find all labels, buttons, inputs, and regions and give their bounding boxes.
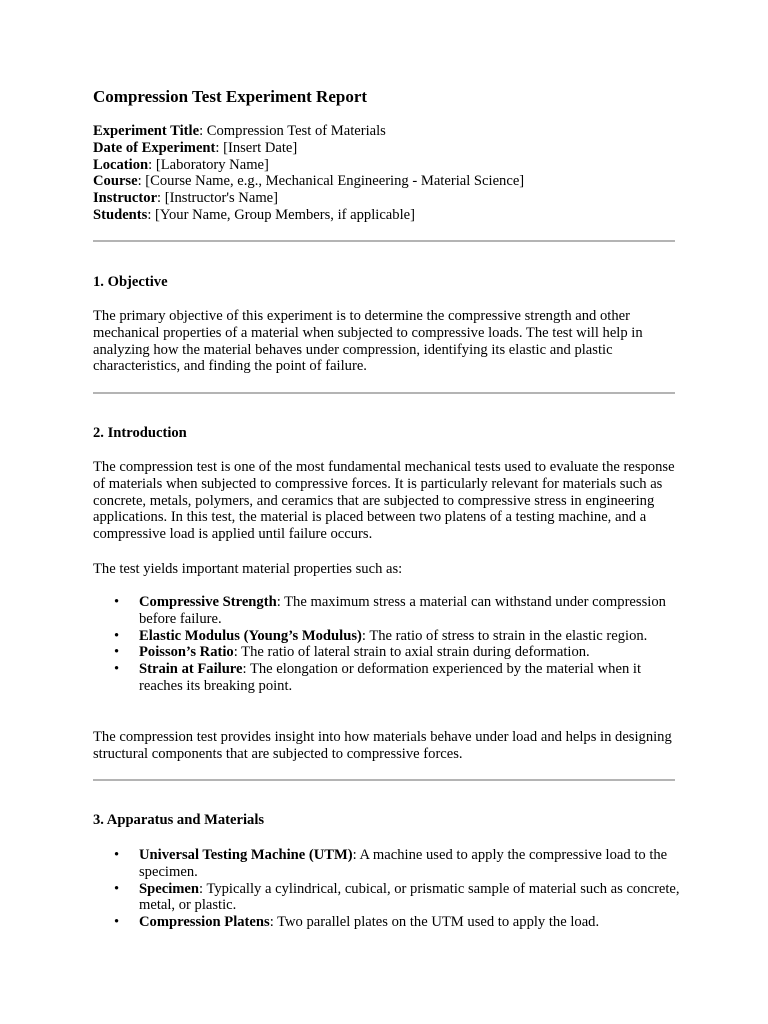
list-item-description: : The elongation or deformation experienced by the material when it reaches its breaking point.: [139, 661, 642, 694]
detail-value: : [Insert Date]: [215, 139, 298, 156]
properties-intro-paragraph: The test yields important material properties such as:: [93, 561, 403, 577]
detail-label: Location: [93, 156, 149, 173]
detail-value: : [Instructor's Name]: [157, 190, 279, 207]
detail-label: Date of Experiment: [93, 139, 216, 156]
list-item: [93, 881, 683, 915]
list-item-term: Poisson’s Ratio: [139, 644, 234, 661]
list-item-description: : The ratio of stress to strain in the elastic region.: [361, 627, 648, 644]
section-heading-apparatus: 3. Apparatus and Materials: [93, 812, 265, 828]
list-item-term: Elastic Modulus (Young’s Modulus): [139, 627, 362, 644]
introduction-paragraph: The compression test is one of the most fundamental mechanical tests used to evaluate the response of materials when subjected to compressive forces. It is particularly relevant for materials such as concrete, metals, polymers, and ceramics that are subjected to compressive stress in engineering applications. In this test, the material is placed between two platens of a testing machine, and a compressive load is applied until failure occurs.: [93, 459, 675, 543]
bullet-icon: •: [114, 594, 120, 610]
bullet-icon: •: [114, 880, 120, 897]
detail-label: Students: [93, 206, 148, 223]
list-item-description: : Typically a cylindrical, cubical, or prismatic sample of material such as concrete, metal, or plastic.: [139, 880, 680, 914]
bullet-icon: •: [114, 914, 120, 931]
detail-students: [93, 207, 693, 224]
section-heading-objective: 1. Objective: [93, 274, 168, 290]
detail-label: Instructor: [93, 190, 158, 207]
bullet-icon: •: [114, 661, 120, 678]
document-title: Compression Test Experiment Report: [93, 87, 368, 106]
detail-value: : [Your Name, Group Members, if applicable]: [147, 206, 415, 223]
detail-experiment-title: [93, 123, 693, 140]
list-item: [93, 644, 683, 661]
detail-location: [93, 157, 693, 174]
detail-label: Experiment Title: [93, 123, 200, 139]
list-item: [93, 594, 683, 628]
objective-paragraph: The primary objective of this experiment is to determine the compressive strength and other mechanical properties of a material when subjected to compressive loads. The test will help in analyzing how the material behaves under compression, identifying its elastic and plastic characteristics, and finding the point of failure.: [93, 308, 643, 375]
experiment-details: [93, 123, 693, 224]
list-item: [93, 628, 683, 645]
list-item-term: Universal Testing Machine (UTM): [139, 847, 353, 863]
detail-instructor: [93, 190, 693, 207]
introduction-closing-paragraph: The compression test provides insight into how materials behave under load and helps in designing structural components that are subjected to compressive forces.: [93, 729, 672, 762]
list-item-term: Compression Platens: [139, 914, 270, 931]
detail-value: : [Laboratory Name]: [148, 156, 269, 173]
bullet-icon: •: [114, 644, 120, 661]
list-item: [93, 914, 683, 931]
list-item-description: : Two parallel plates on the UTM used to apply the load.: [269, 914, 600, 931]
detail-label: Course: [93, 173, 138, 190]
list-item-description: : The ratio of lateral strain to axial strain during deformation.: [233, 644, 590, 661]
list-item-term: Specimen: [139, 880, 199, 897]
detail-value: : [Course Name, e.g., Mechanical Engineering - Material Science]: [137, 173, 525, 190]
section-divider: [93, 240, 675, 242]
section-divider: [93, 779, 675, 781]
section-divider: [93, 392, 675, 394]
list-item-term: Strain at Failure: [139, 661, 243, 678]
detail-date: [93, 140, 693, 157]
list-item-description: : The maximum stress a material can withstand under compression before failure.: [139, 594, 666, 627]
list-item: [93, 847, 683, 881]
section-heading-introduction: 2. Introduction: [93, 425, 187, 441]
bullet-icon: •: [114, 627, 120, 644]
list-item: [93, 661, 683, 695]
bullet-icon: •: [114, 847, 120, 863]
list-item-term: Compressive Strength: [139, 594, 277, 610]
apparatus-list: [93, 847, 683, 931]
detail-course: [93, 173, 693, 190]
list-item-description: : A machine used to apply the compressive load to the specimen.: [139, 847, 668, 880]
detail-value: : Compression Test of Materials: [199, 123, 386, 139]
properties-list: [93, 594, 683, 695]
